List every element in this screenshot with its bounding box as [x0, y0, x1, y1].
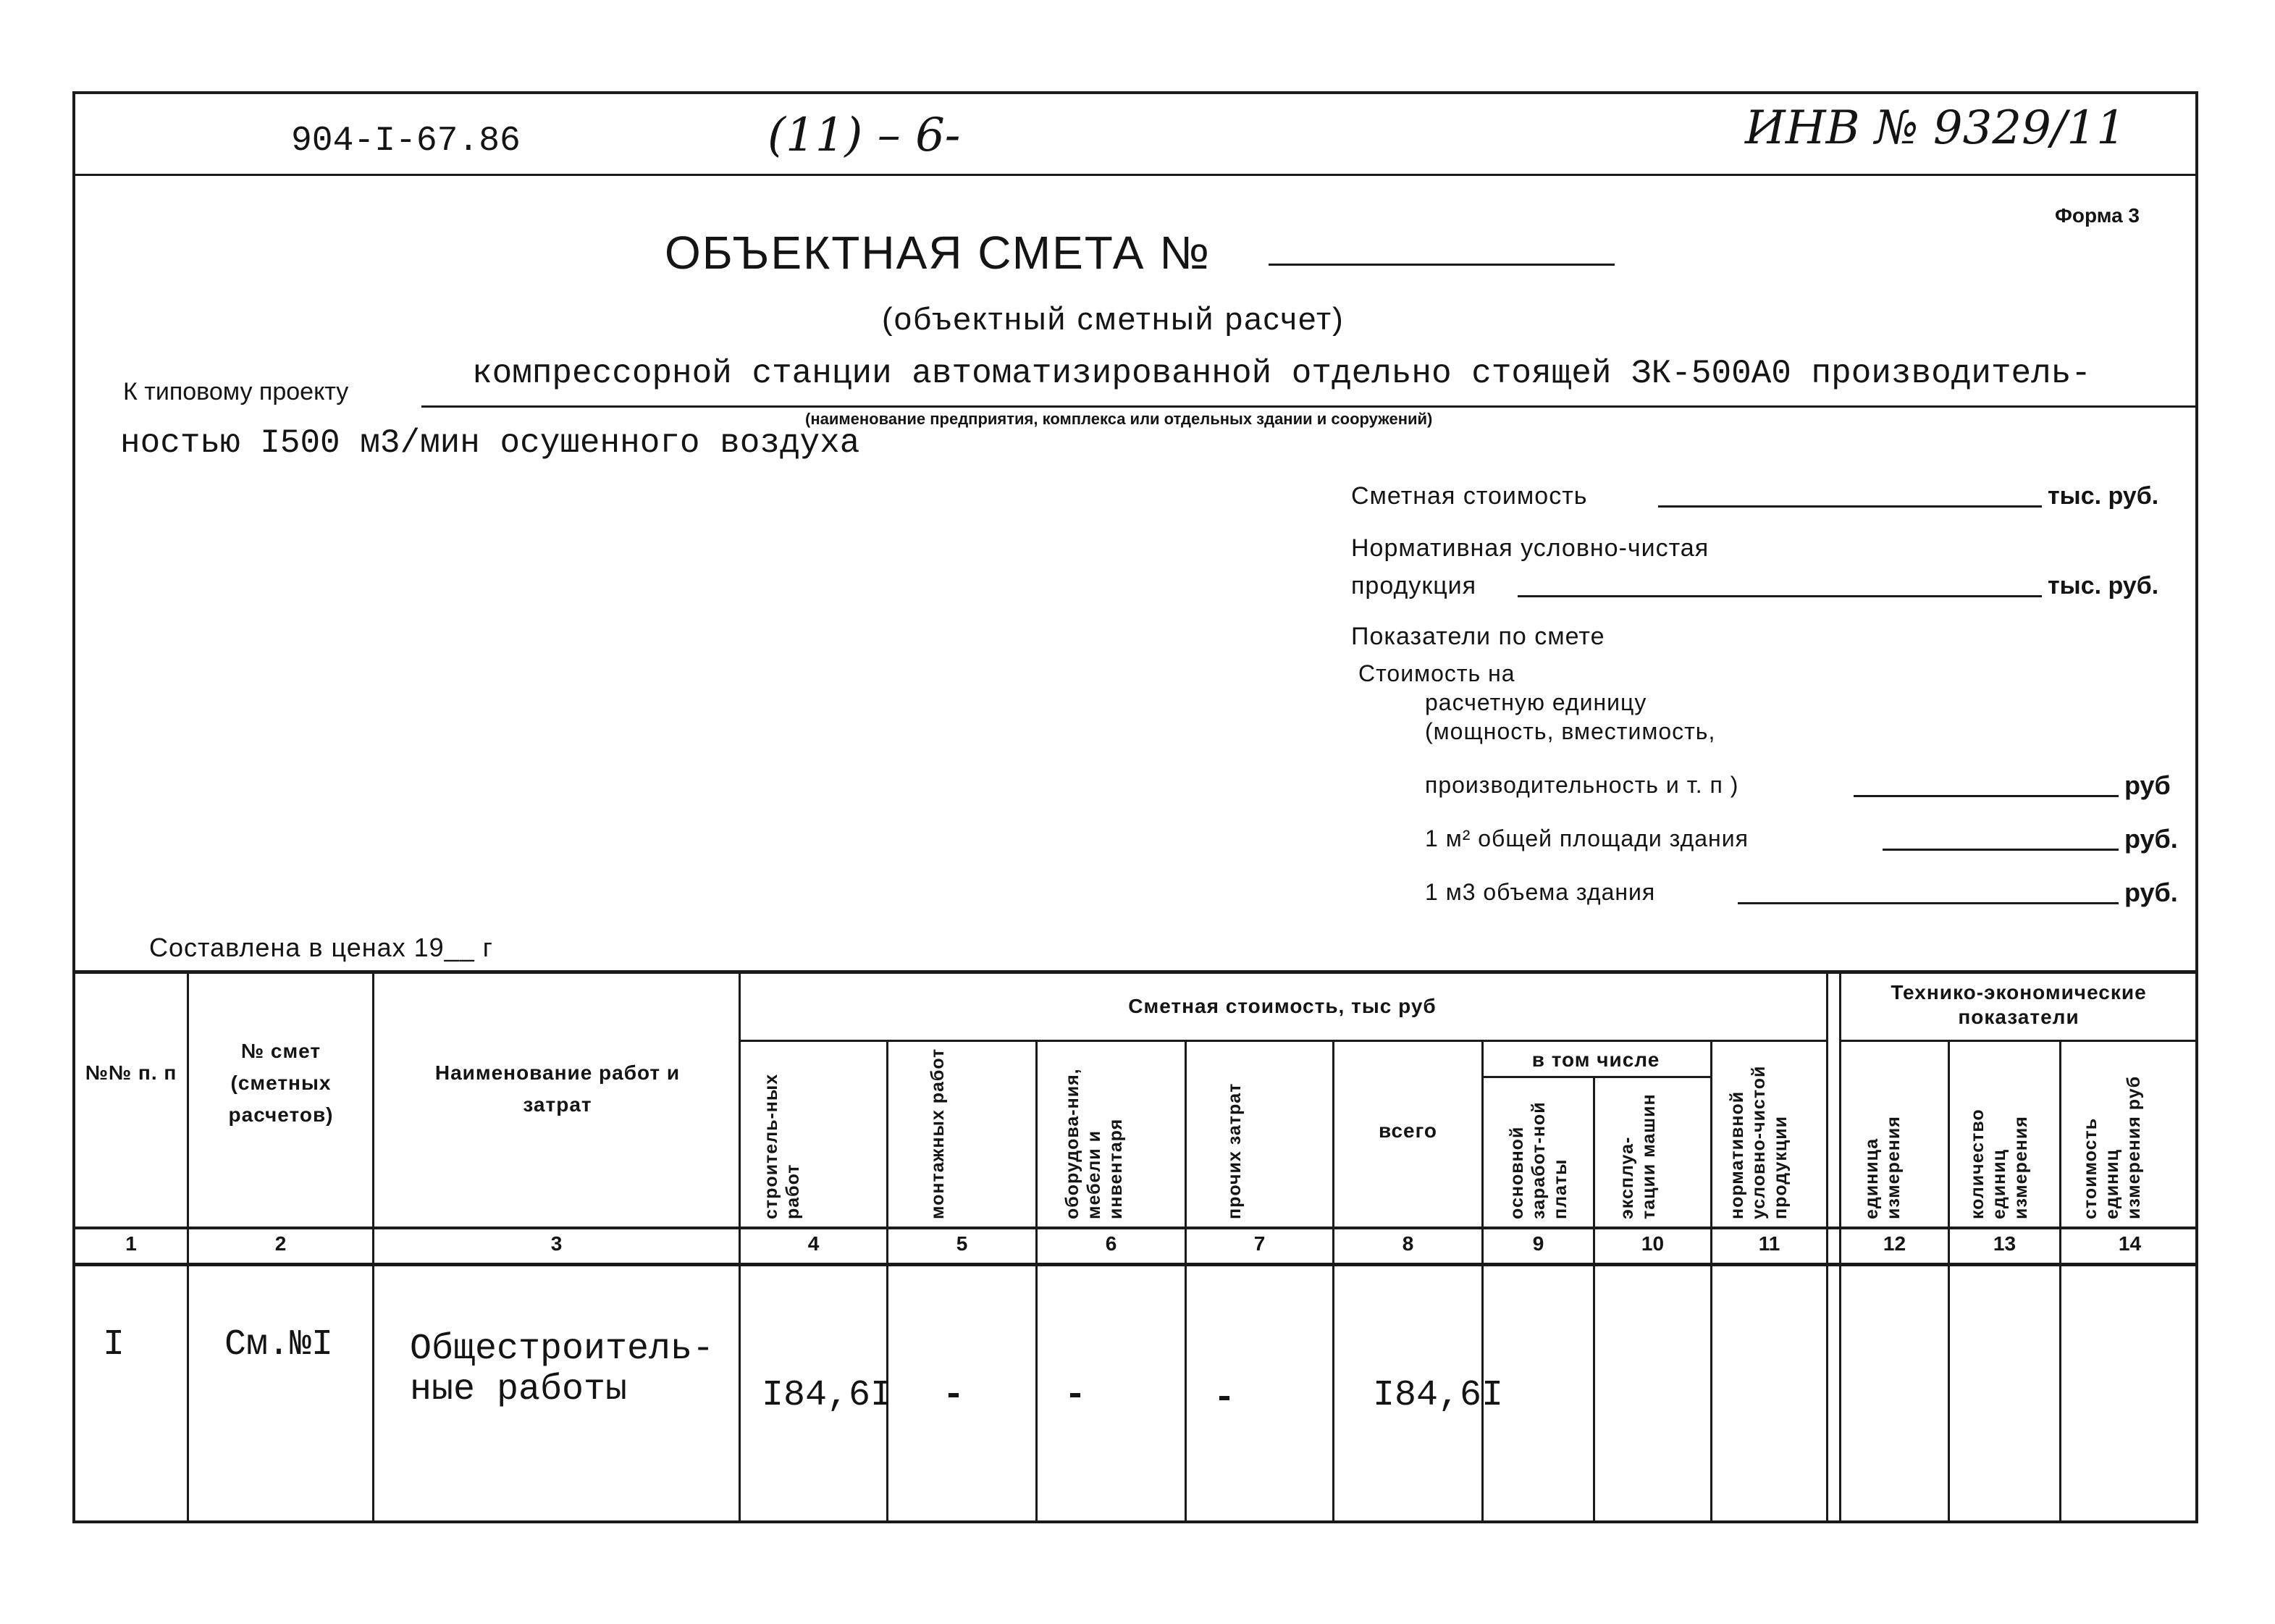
estimate-cost-label: Сметная стоимость [1351, 482, 1588, 510]
normative-field [1518, 595, 2042, 597]
compiled-prices-label: Составлена в ценах 19__ г [149, 933, 493, 962]
col-number-11: 11 [1758, 1232, 1780, 1255]
row-total-cost: I84,6I [1373, 1375, 1504, 1416]
project-name-line1: компрессорной станции автоматизированной отдельно стоящей ЗК-500А0 производитель- [472, 355, 2091, 392]
col-number-7: 7 [1253, 1232, 1266, 1255]
col-header-unit: единица измерения [1862, 1116, 1904, 1219]
row-equipment-cost: - [1064, 1375, 1087, 1416]
volume-field [1738, 902, 2119, 904]
row-construction-cost: I84,6I [762, 1375, 893, 1416]
col-number-2: 2 [274, 1232, 287, 1255]
col-number-9: 9 [1532, 1232, 1544, 1255]
project-underline [421, 405, 2198, 408]
col-header-equipment: оборудова-ния, мебели и инвентаря [1062, 1068, 1126, 1219]
form-label: Форма 3 [2055, 204, 2140, 227]
area-field [1883, 849, 2119, 851]
col-header-installation: монтажных работ [928, 1048, 948, 1219]
col-sep-13 [1948, 1041, 1950, 1523]
project-caption: (наименование предприятия, комплекса или отдельных здании и сооружений) [805, 410, 1433, 428]
row-installation-cost: - [943, 1375, 965, 1416]
volume-label: 1 м3 объема здания [1425, 879, 1656, 905]
col-number-8: 8 [1402, 1232, 1414, 1255]
row-work-name: Общестроитель- ные работы [410, 1329, 715, 1410]
col-header-wages: основной заработ-ной платы [1507, 1101, 1570, 1219]
tei-group-header: Технико-экономические показатели [1891, 981, 2147, 1028]
col-number-12: 12 [1883, 1232, 1906, 1255]
col-header-number: №№ п. п [85, 1061, 177, 1084]
project-name-line2: ностью I500 м3/мин осушенного воздуха [120, 424, 860, 462]
cost-per-unit-label: Стоимость на [1358, 660, 1515, 686]
project-label: К типовому проекту [123, 378, 349, 405]
table-top-border [72, 970, 2198, 974]
col-sep-8 [1481, 1041, 1484, 1523]
col-number-13: 13 [1993, 1232, 2017, 1255]
sheet-mark: (11) – 6- [768, 109, 961, 162]
calc-unit-label: расчетную единицу [1425, 689, 1647, 715]
normative-label-2: продукция [1351, 572, 1477, 599]
col-number-14: 14 [2118, 1232, 2142, 1255]
col-number-3: 3 [550, 1232, 563, 1255]
col-header-construction: строитель-ных работ [761, 1073, 803, 1219]
estimate-cost-unit: тыс. руб. [2048, 482, 2159, 510]
productivity-field [1854, 795, 2119, 797]
col-header-machines: эксплуа-тации машин [1617, 1093, 1659, 1219]
incl-header: в том числе [1531, 1048, 1660, 1071]
estimate-number-field [1269, 264, 1615, 266]
col-sep-11 [1826, 974, 1828, 1523]
normative-unit: тыс. руб. [2048, 572, 2159, 599]
col-sep-14 [2059, 1041, 2061, 1523]
row-estimate: См.№I [224, 1324, 334, 1366]
normative-label-1: Нормативная условно-чистая [1351, 534, 1710, 562]
area-label: 1 м² общей площади здания [1425, 825, 1749, 851]
subtitle: (объектный сметный расчет) [882, 301, 1345, 337]
productivity-unit: руб [2124, 770, 2171, 800]
col-sep-4 [886, 1041, 888, 1523]
doc-code: 904-I-67.86 [291, 122, 521, 161]
header-divider [72, 174, 2198, 176]
col-number-1: 1 [125, 1232, 137, 1255]
col-header-total: всего [1378, 1119, 1438, 1142]
inventory-number: ИНВ № 9329/11 [1745, 101, 2126, 155]
col-sep-9 [1593, 1077, 1595, 1523]
capacity-label: (мощность, вместимость, [1425, 718, 1716, 744]
volume-unit: руб. [2124, 878, 2178, 907]
tei-group-divider [1839, 1040, 2198, 1042]
col-number-6: 6 [1105, 1232, 1117, 1255]
page-title: ОБЪЕКТНАЯ СМЕТА № [665, 227, 1211, 279]
cost-group-header: Сметная стоимость, тыс руб [1128, 995, 1437, 1017]
col-sep-6 [1185, 1041, 1187, 1523]
col-header-quantity: количество единиц измерения [1967, 1108, 2031, 1219]
col-sep-5 [1035, 1041, 1038, 1523]
col-header-work-name: Наименование работ и затрат [434, 1061, 681, 1116]
cost-group-divider [739, 1040, 1826, 1042]
col-number-4: 4 [807, 1232, 820, 1255]
productivity-label: производительность и т. п ) [1425, 772, 1739, 798]
incl-divider [1481, 1076, 1710, 1078]
col-header-other: прочих затрат [1224, 1082, 1245, 1219]
col-header-normative: нормативной условно-чистой продукции [1727, 1065, 1791, 1219]
col-number-10: 10 [1641, 1232, 1665, 1255]
row-number: I [103, 1324, 125, 1366]
col-sep-10 [1710, 1041, 1712, 1523]
col-sep-7 [1332, 1041, 1334, 1523]
indicators-label: Показатели по смете [1351, 623, 1605, 650]
col-header-estimate-no: № смет (сметных расчетов) [228, 1040, 334, 1126]
col-header-unit-cost: стоимость единиц измерения руб [2080, 1075, 2144, 1219]
area-unit: руб. [2124, 824, 2178, 854]
row-other-cost: - [1214, 1378, 1236, 1419]
estimate-cost-field [1658, 505, 2042, 508]
col-number-5: 5 [956, 1232, 968, 1255]
numbers-bottom-border [72, 1263, 2198, 1266]
header-bottom-border [72, 1227, 2198, 1229]
